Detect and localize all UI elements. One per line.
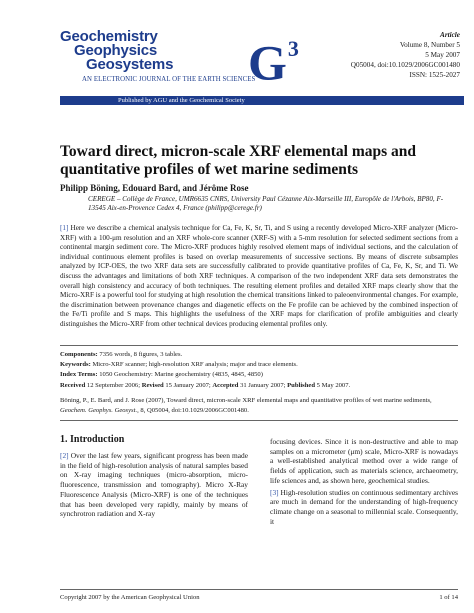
publisher-text: Published by AGU and the Geochemical Society: [118, 97, 245, 104]
section-heading: 1. Introduction: [60, 434, 125, 445]
intro-column-left: [60, 451, 248, 519]
divider: [60, 420, 458, 421]
index-terms-value: 1050 Geochemistry: Marine geochemistry (4835, 4845, 4850): [99, 371, 263, 378]
keywords-label: Keywords:: [60, 361, 91, 368]
keywords-line: [60, 360, 458, 369]
intro-paragraph-2-cont: focusing devices. Since it is non-destructive and able to map samples on a micrometer (μm) scale, Micro-XRF is nowadays a well-established analytical method over a wide range of fields of application, such as materials science, archaeometry, life sciences and, as shown here, geochemical studies.: [270, 437, 458, 485]
affiliation: CEREGE – Collège de France, UMR6635 CNRS, University Paul Cézanne Aix-Marseille III, Europôle de l'Arbois, BP80, F-13545 Aix-en-Provence Cedex 4, France (philipp@cerege.fr): [88, 195, 444, 213]
citation-journal: Geochem. Geophys. Geosyst.,: [60, 406, 139, 414]
citation: [60, 396, 458, 415]
revised-label: Revised: [141, 382, 164, 389]
components-line: [60, 350, 458, 359]
issn: ISSN: 1525-2027: [409, 71, 460, 79]
citation-suffix: 8, Q05004, doi:10.1029/2006GC001480.: [140, 406, 249, 414]
footer-divider: [60, 589, 458, 590]
citation-prefix: Böning, P., E. Bard, and J. Rose (2007), Toward direct, micron-scale XRF elemental maps and quantitative profiles of wet marine sediments,: [60, 397, 432, 404]
keywords-value: Micro-XRF scanner; high-resolution XRF analysis; major and trace elements.: [92, 361, 298, 368]
author-list: Philipp Böning, Edouard Bard, and Jérôme Rose: [60, 183, 249, 193]
journal-name-line-1: Geochemistry: [60, 28, 158, 45]
index-terms-label: Index Terms:: [60, 371, 98, 378]
components-label: Components:: [60, 351, 98, 358]
journal-name-line-2: Geophysics: [74, 42, 158, 59]
received-date: 12 September 2006;: [86, 382, 141, 389]
published-label: Published: [287, 382, 315, 389]
volume-number: Volume 8, Number 5: [399, 41, 460, 49]
article-meta: [351, 30, 460, 80]
divider: [60, 345, 458, 346]
g3-superscript: 3: [287, 36, 299, 61]
accepted-label: Accepted: [212, 382, 239, 389]
paragraph-number[interactable]: [3]: [270, 487, 279, 497]
accepted-date: 31 January 2007;: [240, 382, 286, 389]
g3-logo: $G^3$: [248, 34, 299, 91]
article-title: Toward direct, micron-scale XRF elemental maps and quantitative profiles of wet marine sediments: [60, 143, 417, 178]
publication-date: 5 May 2007: [425, 51, 460, 59]
intro-column-right: [270, 437, 458, 526]
paragraph-number[interactable]: [2]: [60, 451, 69, 460]
journal-name: [60, 30, 173, 72]
publisher-band: [60, 96, 464, 105]
received-label: Received: [60, 382, 86, 389]
journal-logo: [60, 30, 330, 100]
abstract: [60, 224, 458, 330]
paragraph-number[interactable]: [1]: [60, 224, 69, 232]
article-label: Article: [440, 31, 460, 39]
abstract-text: Here we describe a chemical analysis technique for Ca, Fe, K, Sr, Ti, and S using a recently developed Micro-XRF analyzer (Micro-XRF) with a 100-μm resolution and an XRF whole-core scanner (XRF-S) with a 5-mm resolution for selected sediment sections from a continental margin sediment core. The Micro-XRF produces highly resolved element maps of individual sections, and the calculation of individual continuous element profiles is based on overlap measurements of successive sections. By means of discrete subsamples analyzed by ICP-OES, the two XRF data sets are successfully calibrated to provide quantitative profiles of Ca, Fe, K, Sr, and Ti. We discuss the advantages and limitations of both XRF techniques. A comparison of the two independent XRF data sets demonstrates the overall high consistency and accuracy of both techniques. The resulting element profiles and detailed XRF maps clearly show that the Micro-XRF is a powerful tool for studying at high resolution the chemical transitions linked to paleoenvironmental changes. For example, the discrimination between provenance changes and diagenetic effects on the Fe profile can be achieved by the combined inspection of the Fe/Ti profile and S maps. This highlights the usefulness of the XRF maps for clarification of profile ambiguities and clearly distinguishes the Micro-XRF from other technical devices producing elemental profiles only.: [60, 224, 459, 328]
dates-line: [60, 381, 458, 390]
page-number: 1 of 14: [439, 594, 458, 601]
intro-paragraph-3: High-resolution studies on continuous sedimentary archives are much in demand for the understanding of high-frequency climate change on a seasonal to millennial scale. Consequently, it: [270, 487, 458, 526]
published-date: 5 May 2007.: [316, 382, 351, 389]
doi-line[interactable]: Q05004, doi:10.1029/2006GC001480: [350, 61, 460, 69]
copyright: Copyright 2007 by the American Geophysical Union: [60, 594, 200, 601]
intro-paragraph-2: Over the last few years, significant progress has been made in the field of high-resolution analysis of natural samples based on X-ray imaging techniques (micro-absorption, micro-fluorescence, transmission and tomography). Micro X-Ray Fluorescence Analysis (Micro-XRF) is one of the techniques that has been developed very rapidly, mainly by means of synchrotron radiation and X-ray: [60, 451, 248, 519]
journal-subtitle: AN ELECTRONIC JOURNAL OF THE EARTH SCIENCES: [82, 76, 256, 83]
components-value: 7356 words, 8 figures, 3 tables.: [99, 351, 183, 358]
revised-date: 15 January 2007;: [165, 382, 211, 389]
journal-name-line-3: Geosystems: [86, 56, 174, 73]
index-terms-line: [60, 370, 458, 379]
